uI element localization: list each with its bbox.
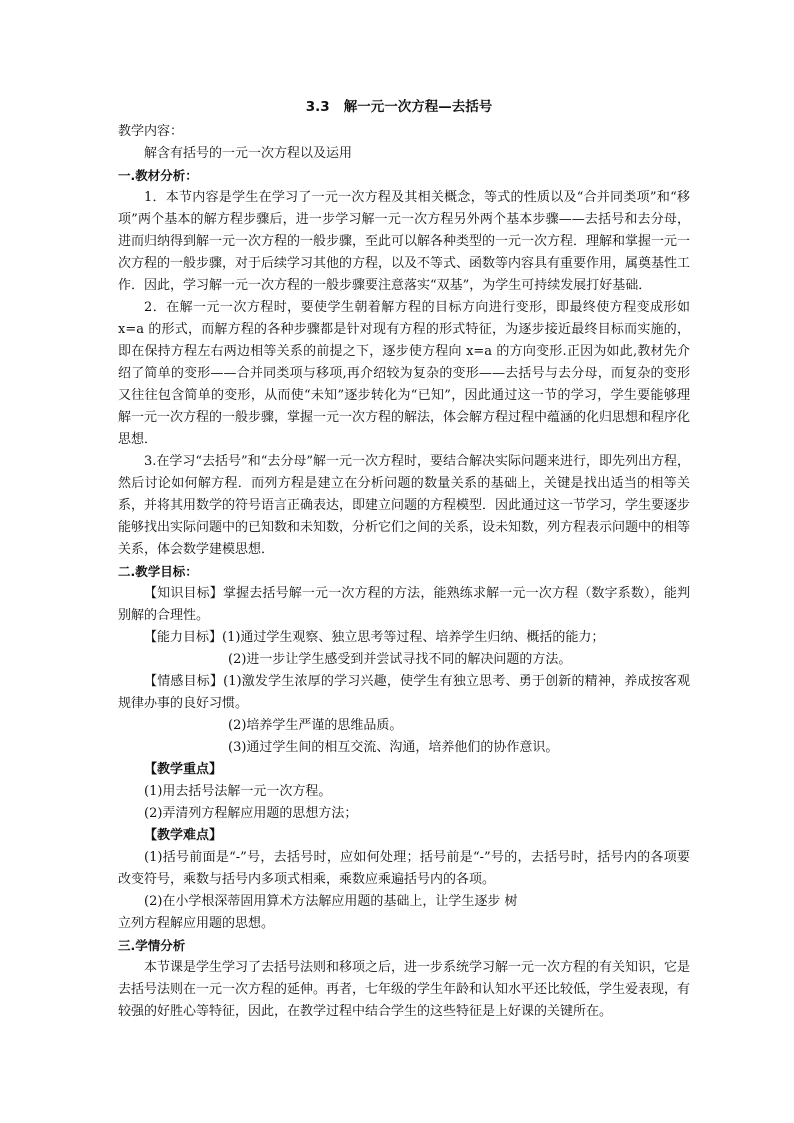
ability-goal-2: (2)进一步让学生感受到并尝试寻找不同的解决问题的方法。: [228, 652, 572, 667]
section2-heading: 二.教学目标：: [118, 564, 198, 579]
section3-heading: 三.学情分析: [118, 938, 186, 953]
teaching-difficulty-heading: 【教学难点】: [144, 828, 223, 843]
section1-paragraph-1: 1．本节内容是学生在学习了一元一次方程及其相关概念，等式的性质以及“合并同类项”和“移项”两个基本的解方程步骤后，进一步学习解一元一次方程另外两个基本步骤——去括号和去分母，进而归纳得到解一元一次方程的一般步骤，至此可以解各种类型的一元一次方程．理解和掌握一元一次方程的一般步骤，对于后续学习其他的方程，以及不等式、函数等内容具有重要作用，属奠基性工作．因此，学习解一元一次方程的一般步骤要注意落实“双基”，为学生可持续发展打好基础．: [118, 190, 691, 293]
content-text: 解含有括号的一元一次方程以及运用: [144, 146, 353, 161]
document-page: [118, 96, 690, 1023]
teaching-difficulty-2a: (2)在小学根深蒂固用算术方法解应用题的基础上，让学生逐步 树: [144, 894, 518, 909]
teaching-key-2: (2)弄清列方程解应用题的思想方法；: [144, 806, 358, 821]
teaching-difficulty-1: (1)括号前面是“-”号，去括号时，应如何处理；括号前是“-”号的，去括号时，括号内的各项要改变符号，乘数与括号内多项式相乘，乘数应乘遍括号内的各项。: [118, 850, 690, 887]
section1-paragraph-3: 3.在学习“去括号”和“去分母”解一元一次方程时，要结合解决实际问题来进行，即先列出方程，然后讨论如何解方程．而列方程是建立在分析问题的数量关系的基础上，关键是找出适当的相等关系，并将其用数学的符号语言正确表达，即建立问题的方程模型．因此通过这一节学习，学生要逐步能够找出实际问题中的已知数和未知数，分析它们之间的关系，设未知数，列方程表示问题中的相等关系，体会数学建模思想．: [118, 454, 691, 557]
ability-goal-1: 【能力目标】(1)通过学生观察、独立思考等过程、培养学生归纳、概括的能力；: [144, 630, 605, 645]
title-text: 解一元一次方程—去括号: [343, 99, 493, 115]
emotion-goal-2: (2)培养学生严谨的思维品质。: [228, 718, 403, 733]
teaching-key-heading: 【教学重点】: [144, 762, 223, 777]
teaching-difficulty-2b: 立列方程解应用题的思想。: [118, 916, 275, 931]
teaching-key-1: (1)用去括号法解一元一次方程。: [144, 784, 332, 799]
section-number: 3.3: [305, 99, 330, 115]
section3-paragraph-1: 本节课是学生学习了去括号法则和移项之后，进一步系统学习解一元一次方程的有关知识，它是去括号法则在一元一次方程的延伸。再者，七年级的学生年龄和认知水平还比较低，学生爱表现，有较强的好胜心等特征，因此，在教学过程中结合学生的这些特征是上好课的关键所在。: [118, 960, 691, 1019]
section1-paragraph-2: 2．在解一元一次方程时，要使学生朝着解方程的目标方向进行变形，即最终使方程变成形如 x=a 的形式，而解方程的各种步骤都是针对现有方程的形式特征，为逐步接近最终目标而实施的，即在保持方程左右两边相等关系的前提之下，逐步使方程向 x=a 的方向变形.正因为如此,教材先介绍了简单的变形——合并同类项与移项,再介绍较为复杂的变形——去括号与去分母，而复杂的变形又往往包含简单的变形，从而使“未知”逐步转化为“已知”，因此通过这一节的学习，学生要能够理解一元一次方程的一般步骤，掌握一元一次方程的解法，体会解方程过程中蕴涵的化归思想和程序化思想．: [118, 300, 691, 447]
section1-heading: 一.教材分析：: [118, 168, 198, 183]
document-title: [108, 96, 690, 118]
knowledge-goal: 【知识目标】掌握去括号解一元一次方程的方法，能熟练求解一元一次方程（数字系数），能判别解的合理性。: [118, 586, 690, 623]
emotion-goal-1: 【情感目标】(1)激发学生浓厚的学习兴趣，使学生有独立思考、勇于创新的精神，养成按客观规律办事的良好习惯。: [118, 674, 690, 711]
content-label: 教学内容：: [118, 124, 184, 139]
emotion-goal-3: (3)通过学生间的相互交流、沟通，培养他们的协作意识。: [228, 740, 559, 755]
